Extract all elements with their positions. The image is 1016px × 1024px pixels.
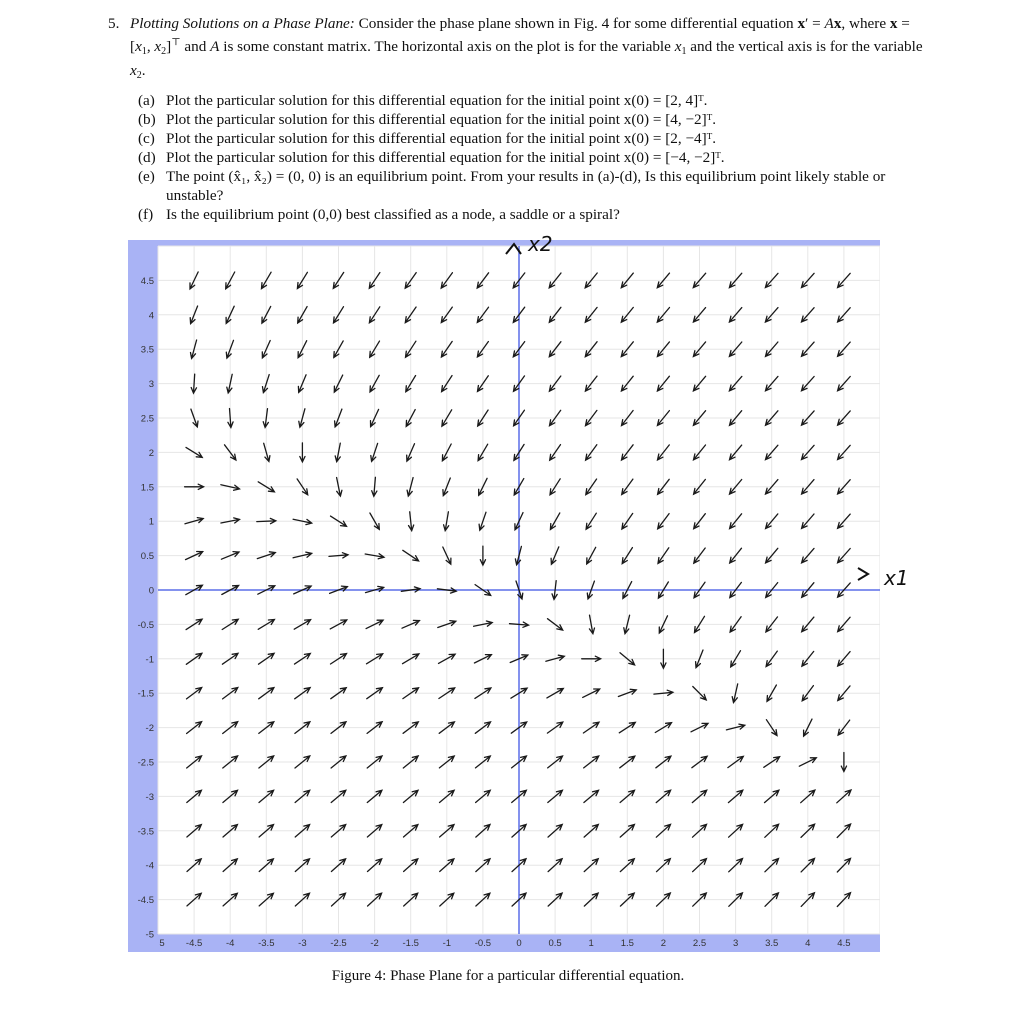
x-tick-label: 5 bbox=[159, 938, 165, 949]
x-tick-label: 1.5 bbox=[620, 938, 634, 949]
y-tick-label: -5 bbox=[145, 929, 154, 941]
y-tick-label: 3.5 bbox=[140, 344, 154, 356]
y-tick-label: 3 bbox=[148, 379, 154, 391]
x-tick-label: 3 bbox=[732, 938, 739, 949]
y-tick-label: -3 bbox=[145, 791, 154, 803]
hand-x2-arrow bbox=[506, 244, 521, 254]
x-tick-label: 4 bbox=[805, 938, 811, 949]
problem-title: Plotting Solutions on a Phase Plane: bbox=[130, 15, 355, 32]
y-tick-label: -4 bbox=[145, 860, 154, 872]
y-tick-label: 4 bbox=[148, 310, 154, 322]
part-b: (b) Plot the particular solution for this differential equation for the initial point x(0) = [4, −2]ᵀ. bbox=[138, 111, 716, 128]
problem-number: 5. bbox=[108, 15, 120, 32]
y-tick-label: 4.5 bbox=[140, 275, 154, 287]
part-c: (c) Plot the particular solution for this differential equation for the initial point x(0) = [2, −4]ᵀ. bbox=[138, 130, 716, 147]
x-tick-label: 4.5 bbox=[837, 938, 851, 949]
phase-plane-figure bbox=[128, 232, 909, 952]
y-tick-label: -2 bbox=[145, 723, 154, 735]
x-tick-label: -3.5 bbox=[258, 938, 275, 949]
problem-intro: 5. Plotting Solutions on a Phase Plane: Consider the phase plane shown in Fig. 4 for some differential equation x′ = Ax, where $x = [x_1$, $x_2]^⊤$ and A is some constant matrix. The horizontal axis on the plot is for the variable $x_1$ and the vertical axis is for the variable $x_2$. bbox=[108, 15, 923, 81]
x-tick-label: -4 bbox=[225, 938, 235, 949]
x-tick-label: -3 bbox=[298, 938, 307, 949]
y-tick-label: -1.5 bbox=[137, 688, 154, 700]
parts-list bbox=[138, 91, 928, 224]
y-tick-label: 1 bbox=[148, 516, 154, 528]
problem-statement bbox=[108, 14, 928, 224]
x-tick-label: 2 bbox=[660, 938, 667, 949]
part-f: (f) Is the equilibrium point (0,0) best classified as a node, a saddle or a spiral? bbox=[138, 206, 620, 223]
hand-x1-label: x1 bbox=[884, 566, 909, 590]
y-tick-label: 2 bbox=[148, 447, 154, 459]
handwritten-annotations bbox=[128, 232, 909, 952]
y-tick-label: 1.5 bbox=[140, 482, 154, 494]
y-tick-label: 2.5 bbox=[140, 413, 154, 425]
x-tick-label: -4.5 bbox=[185, 938, 203, 949]
x-tick-label: -2 bbox=[370, 938, 379, 949]
y-tick-label: -3.5 bbox=[137, 826, 154, 838]
y-tick-label: -4.5 bbox=[137, 895, 154, 907]
x-tick-label: 0 bbox=[516, 938, 522, 949]
x-tick-label: -0.5 bbox=[474, 938, 492, 949]
x-tick-label: -2.5 bbox=[330, 938, 347, 949]
part-a: (a) Plot the particular solution for this differential equation for the initial point x(0) = [2, 4]ᵀ. bbox=[138, 92, 708, 109]
figure-caption: Figure 4: Phase Plane for a particular differential equation. bbox=[331, 968, 685, 984]
x-tick-label: 3.5 bbox=[765, 938, 779, 949]
hand-x2-label: x2 bbox=[528, 232, 553, 256]
hand-x1-arrow bbox=[858, 568, 868, 580]
x-tick-label: -1.5 bbox=[402, 938, 419, 949]
x-tick-label: -1 bbox=[442, 938, 452, 949]
x-tick-label: 0.5 bbox=[548, 938, 562, 949]
x-tick-label: 1 bbox=[588, 938, 594, 949]
y-tick-label: -2.5 bbox=[137, 757, 154, 769]
x-tick-label: 2.5 bbox=[692, 938, 707, 949]
part-e: (e) The point (x̂₁, x̂₂) = (0, 0) is an equilibrium point. From your results in (a)-(d), Is this equilibrium point likely stable or unstable? bbox=[138, 168, 886, 204]
y-tick-label: 0 bbox=[148, 585, 154, 597]
y-tick-label: -0.5 bbox=[137, 619, 154, 631]
part-d: (d) Plot the particular solution for this differential equation for the initial point x(0) = [−4, −2]ᵀ. bbox=[138, 149, 725, 166]
y-tick-label: 0.5 bbox=[140, 551, 154, 563]
y-tick-label: -1 bbox=[145, 654, 154, 666]
